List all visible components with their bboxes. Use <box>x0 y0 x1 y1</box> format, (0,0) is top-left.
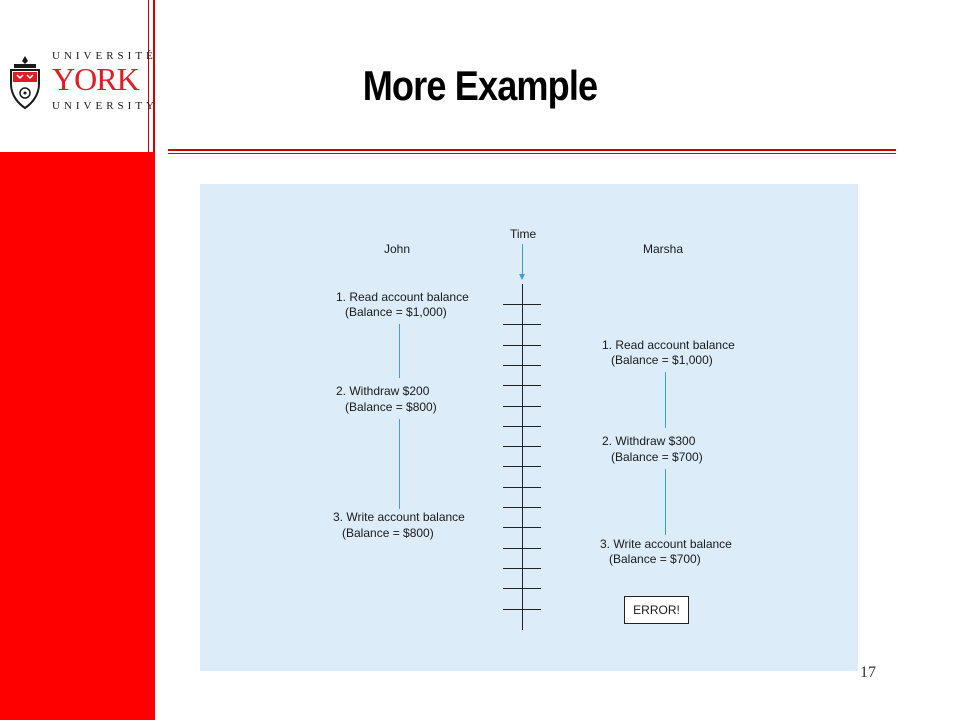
marsha-step-2-balance: (Balance = $700) <box>611 450 703 464</box>
john-step-2-balance: (Balance = $800) <box>345 400 437 414</box>
timeline-tick <box>503 446 541 447</box>
marsha-label: Marsha <box>643 242 684 256</box>
marsha-step-3-balance: (Balance = $700) <box>609 552 701 566</box>
timeline-tick <box>503 568 541 569</box>
slide-title: More Example <box>362 62 598 109</box>
time-label: Time <box>510 227 537 241</box>
timeline-tick <box>503 324 541 325</box>
timeline-axis <box>522 284 523 630</box>
timeline-tick <box>503 588 541 589</box>
error-box: ERROR! <box>624 596 689 624</box>
timeline-tick <box>503 365 541 366</box>
john-step-1-balance: (Balance = $1,000) <box>345 305 447 319</box>
timeline-tick <box>503 426 541 427</box>
timeline-tick <box>503 609 541 610</box>
timeline-tick <box>503 507 541 508</box>
left-red-sidebar <box>0 152 155 720</box>
time-arrow <box>522 244 523 276</box>
logo-text-universite: UNIVERSITÉ <box>52 50 157 62</box>
timeline-tick <box>503 548 541 549</box>
timeline-tick <box>503 385 541 386</box>
crest-icon <box>6 54 44 110</box>
title-underline <box>168 153 896 154</box>
diagram-panel <box>200 184 858 671</box>
logo-text-york: YORK <box>52 61 139 97</box>
timeline-tick <box>503 345 541 346</box>
john-step-3-balance: (Balance = $800) <box>342 526 434 540</box>
john-step-1-action: 1. Read account balance <box>336 290 469 304</box>
timeline-tick <box>503 487 541 488</box>
marsha-step-1-balance: (Balance = $1,000) <box>611 353 713 367</box>
john-step-2-action: 2. Withdraw $200 <box>336 384 430 398</box>
john-label: John <box>384 242 411 256</box>
marsha-step-1-action: 1. Read account balance <box>602 338 735 352</box>
timeline-tick <box>503 466 541 467</box>
logo-text-university: UNIVERSITY <box>52 100 158 112</box>
john-connector <box>399 419 400 509</box>
marsha-connector <box>665 372 666 428</box>
page-number: 17 <box>860 664 876 681</box>
marsha-connector <box>665 469 666 535</box>
john-connector <box>399 324 400 378</box>
john-step-3-action: 3. Write account balance <box>333 510 465 524</box>
timeline-tick <box>503 527 541 528</box>
marsha-step-3-action: 3. Write account balance <box>600 537 732 551</box>
arrow-down-icon <box>519 274 525 280</box>
title-underline <box>168 149 896 151</box>
timeline-tick <box>503 406 541 407</box>
timeline-tick <box>503 304 541 305</box>
marsha-step-2-action: 2. Withdraw $300 <box>602 434 696 448</box>
